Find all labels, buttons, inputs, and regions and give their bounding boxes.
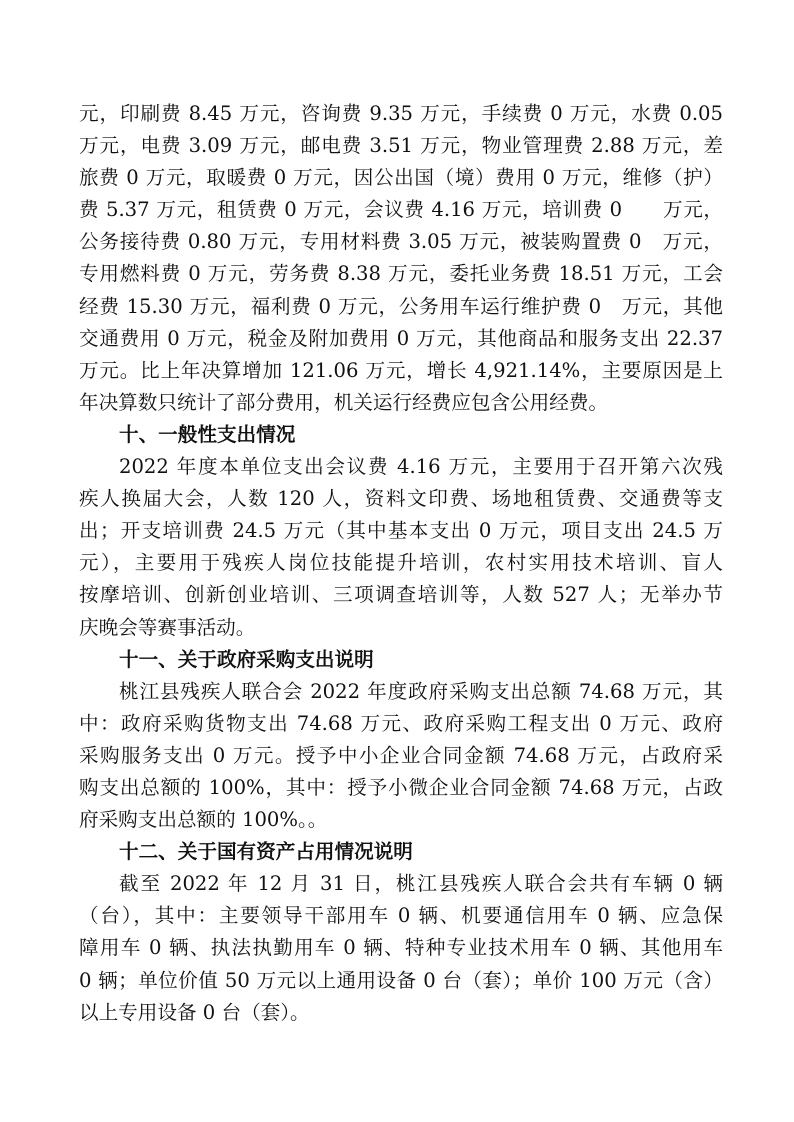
section-heading-state-assets: 十二、关于国有资产占用情况说明 [119, 840, 413, 864]
text-line: 障用车 0 辆、执法执勤用车 0 辆、特种专业技术用车 0 辆、其他用车 [79, 936, 723, 960]
text-line: 旅费 0 万元，取暖费 0 万元，因公出国（境）费用 0 万元，维修（护） [79, 166, 723, 190]
paragraph-state-assets [79, 868, 723, 1028]
text-line: 交通费用 0 万元，税金及附加费用 0 万元，其他商品和服务支出 22.37 [79, 326, 723, 350]
text-line: 疾人换届大会，人数 120 人，资料文印费、场地租赁费、交通费等支 [79, 487, 723, 511]
text-line: 截至 2022 年 12 月 31 日，桃江县残疾人联合会共有车辆 0 辆 [119, 872, 723, 896]
text-line: 万元。比上年决算增加 121.06 万元，增长 4,921.14%，主要原因是上 [79, 358, 723, 382]
text-line: 采购服务支出 0 万元。授予中小企业合同金额 74.68 万元，占政府采 [79, 743, 723, 767]
text-line: 按摩培训、创新创业培训、三项调查培训等，人数 527 人；无举办节 [79, 583, 723, 607]
text-line: 0 辆；单位价值 50 万元以上通用设备 0 台（套）；单价 100 万元（含） [79, 968, 723, 992]
text-line: 府采购支出总额的 100%。。 [79, 808, 328, 832]
text-line: 专用燃料费 0 万元，劳务费 8.38 万元，委托业务费 18.51 万元，工会 [79, 262, 723, 286]
text-line: 桃江县残疾人联合会 2022 年度政府采购支出总额 74.68 万元，其 [119, 679, 723, 703]
text-line: 元），主要用于残疾人岗位技能提升培训，农村实用技术培训、盲人 [79, 551, 723, 575]
text-line: 公务接待费 0.80 万元，专用材料费 3.05 万元，被装购置费 0 万元， [79, 230, 723, 254]
section-heading-government-procurement: 十一、关于政府采购支出说明 [119, 647, 374, 671]
text-line: 购支出总额的 100%，其中：授予小微企业合同金额 74.68 万元，占政 [79, 775, 723, 799]
text-line: 费 5.37 万元，租赁费 0 万元，会议费 4.16 万元，培训费 0 万元， [79, 198, 723, 222]
text-line: 2022 年度本单位支出会议费 4.16 万元，主要用于召开第六次残 [119, 455, 723, 479]
text-line: 万元，电费 3.09 万元，邮电费 3.51 万元，物业管理费 2.88 万元，差 [79, 134, 723, 158]
text-line: 经费 15.30 万元，福利费 0 万元，公务用车运行维护费 0 万元，其他 [79, 294, 723, 318]
text-line: 中：政府采购货物支出 74.68 万元、政府采购工程支出 0 万元、政府 [79, 711, 723, 735]
text-line: 庆晚会等赛事活动。 [79, 615, 256, 639]
text-line: 年决算数只统计了部分费用，机关运行经费应包含公用经费。 [79, 390, 609, 414]
paragraph-public-funds [79, 98, 723, 419]
document-body [79, 98, 723, 1029]
text-line: 元，印刷费 8.45 万元，咨询费 9.35 万元，手续费 0 万元，水费 0.05 [79, 102, 723, 125]
section-heading-general-expenditure: 十、一般性支出情况 [119, 422, 296, 446]
paragraph-general-expenditure [79, 451, 723, 644]
text-line: 以上专用设备 0 台（套）。 [79, 1000, 310, 1024]
text-line: （台），其中：主要领导干部用车 0 辆、机要通信用车 0 辆、应急保 [79, 904, 723, 928]
text-line: 出；开支培训费 24.5 万元（其中基本支出 0 万元，项目支出 24.5 万 [79, 519, 723, 543]
paragraph-government-procurement [79, 676, 723, 836]
